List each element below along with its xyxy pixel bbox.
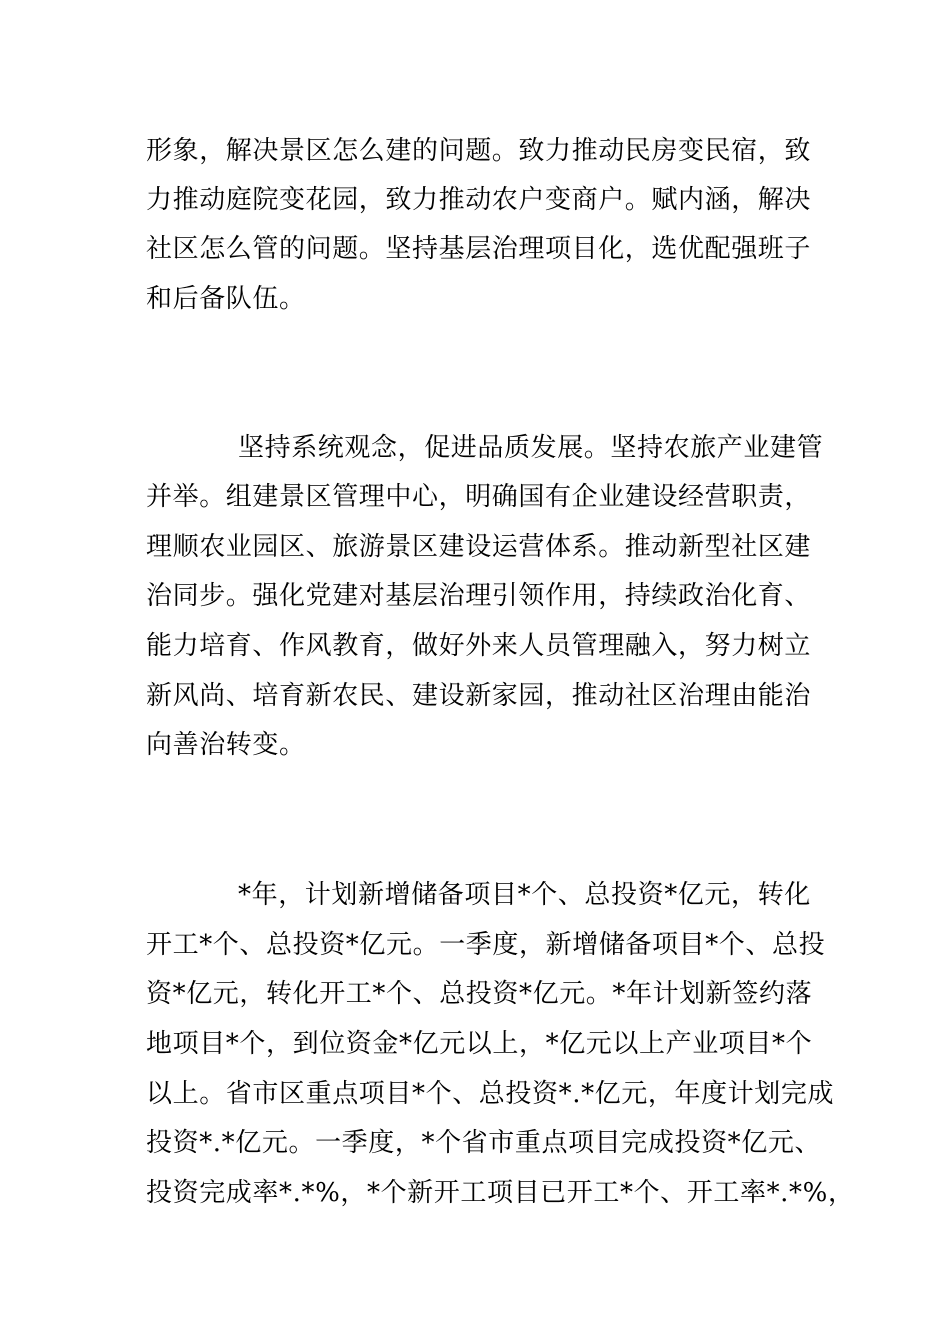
text-line: 和后备队伍。 <box>146 284 306 314</box>
text-line: 投资完成率*.*%，*个新开工项目已开工*个、开工率*.*%， <box>146 1178 855 1208</box>
text-line: 资*亿元，转化开工*个、总投资*亿元。*年计划新签约落 <box>146 979 813 1009</box>
text-line: 理顺农业园区、旅游景区建设运营体系。推动新型社区建 <box>146 532 812 562</box>
text-line: 新风尚、培育新农民、建设新家园，推动社区治理由能治 <box>146 681 812 711</box>
text-line: 社区怎么管的问题。坚持基层治理项目化，选优配强班子 <box>146 234 812 264</box>
text-line: 坚持系统观念，促进品质发展。坚持农旅产业建管 <box>238 433 824 463</box>
text-line: 力推动庭院变花园，致力推动农户变商户。赋内涵，解决 <box>146 185 812 215</box>
text-line: 能力培育、作风教育，做好外来人员管理融入，努力树立 <box>146 631 812 661</box>
text-line: 投资*.*亿元。一季度，*个省市重点项目完成投资*亿元、 <box>146 1128 822 1158</box>
text-line: 向善治转变。 <box>146 730 306 760</box>
text-line: 形象，解决景区怎么建的问题。致力推动民房变民宿，致 <box>146 136 812 166</box>
text-line: 开工*个、总投资*亿元。一季度，新增储备项目*个、总投 <box>146 930 826 960</box>
text-line: 治同步。强化党建对基层治理引领作用，持续政治化育、 <box>146 581 812 611</box>
text-line: 以上。省市区重点项目*个、总投资*.*亿元，年度计划完成 <box>146 1079 835 1109</box>
text-line: 地项目*个，到位资金*亿元以上，*亿元以上产业项目*个 <box>146 1029 813 1059</box>
text-line: 并举。组建景区管理中心，明确国有企业建设经营职责， <box>146 482 812 512</box>
text-line: *年，计划新增储备项目*个、总投资*亿元，转化 <box>238 880 811 910</box>
